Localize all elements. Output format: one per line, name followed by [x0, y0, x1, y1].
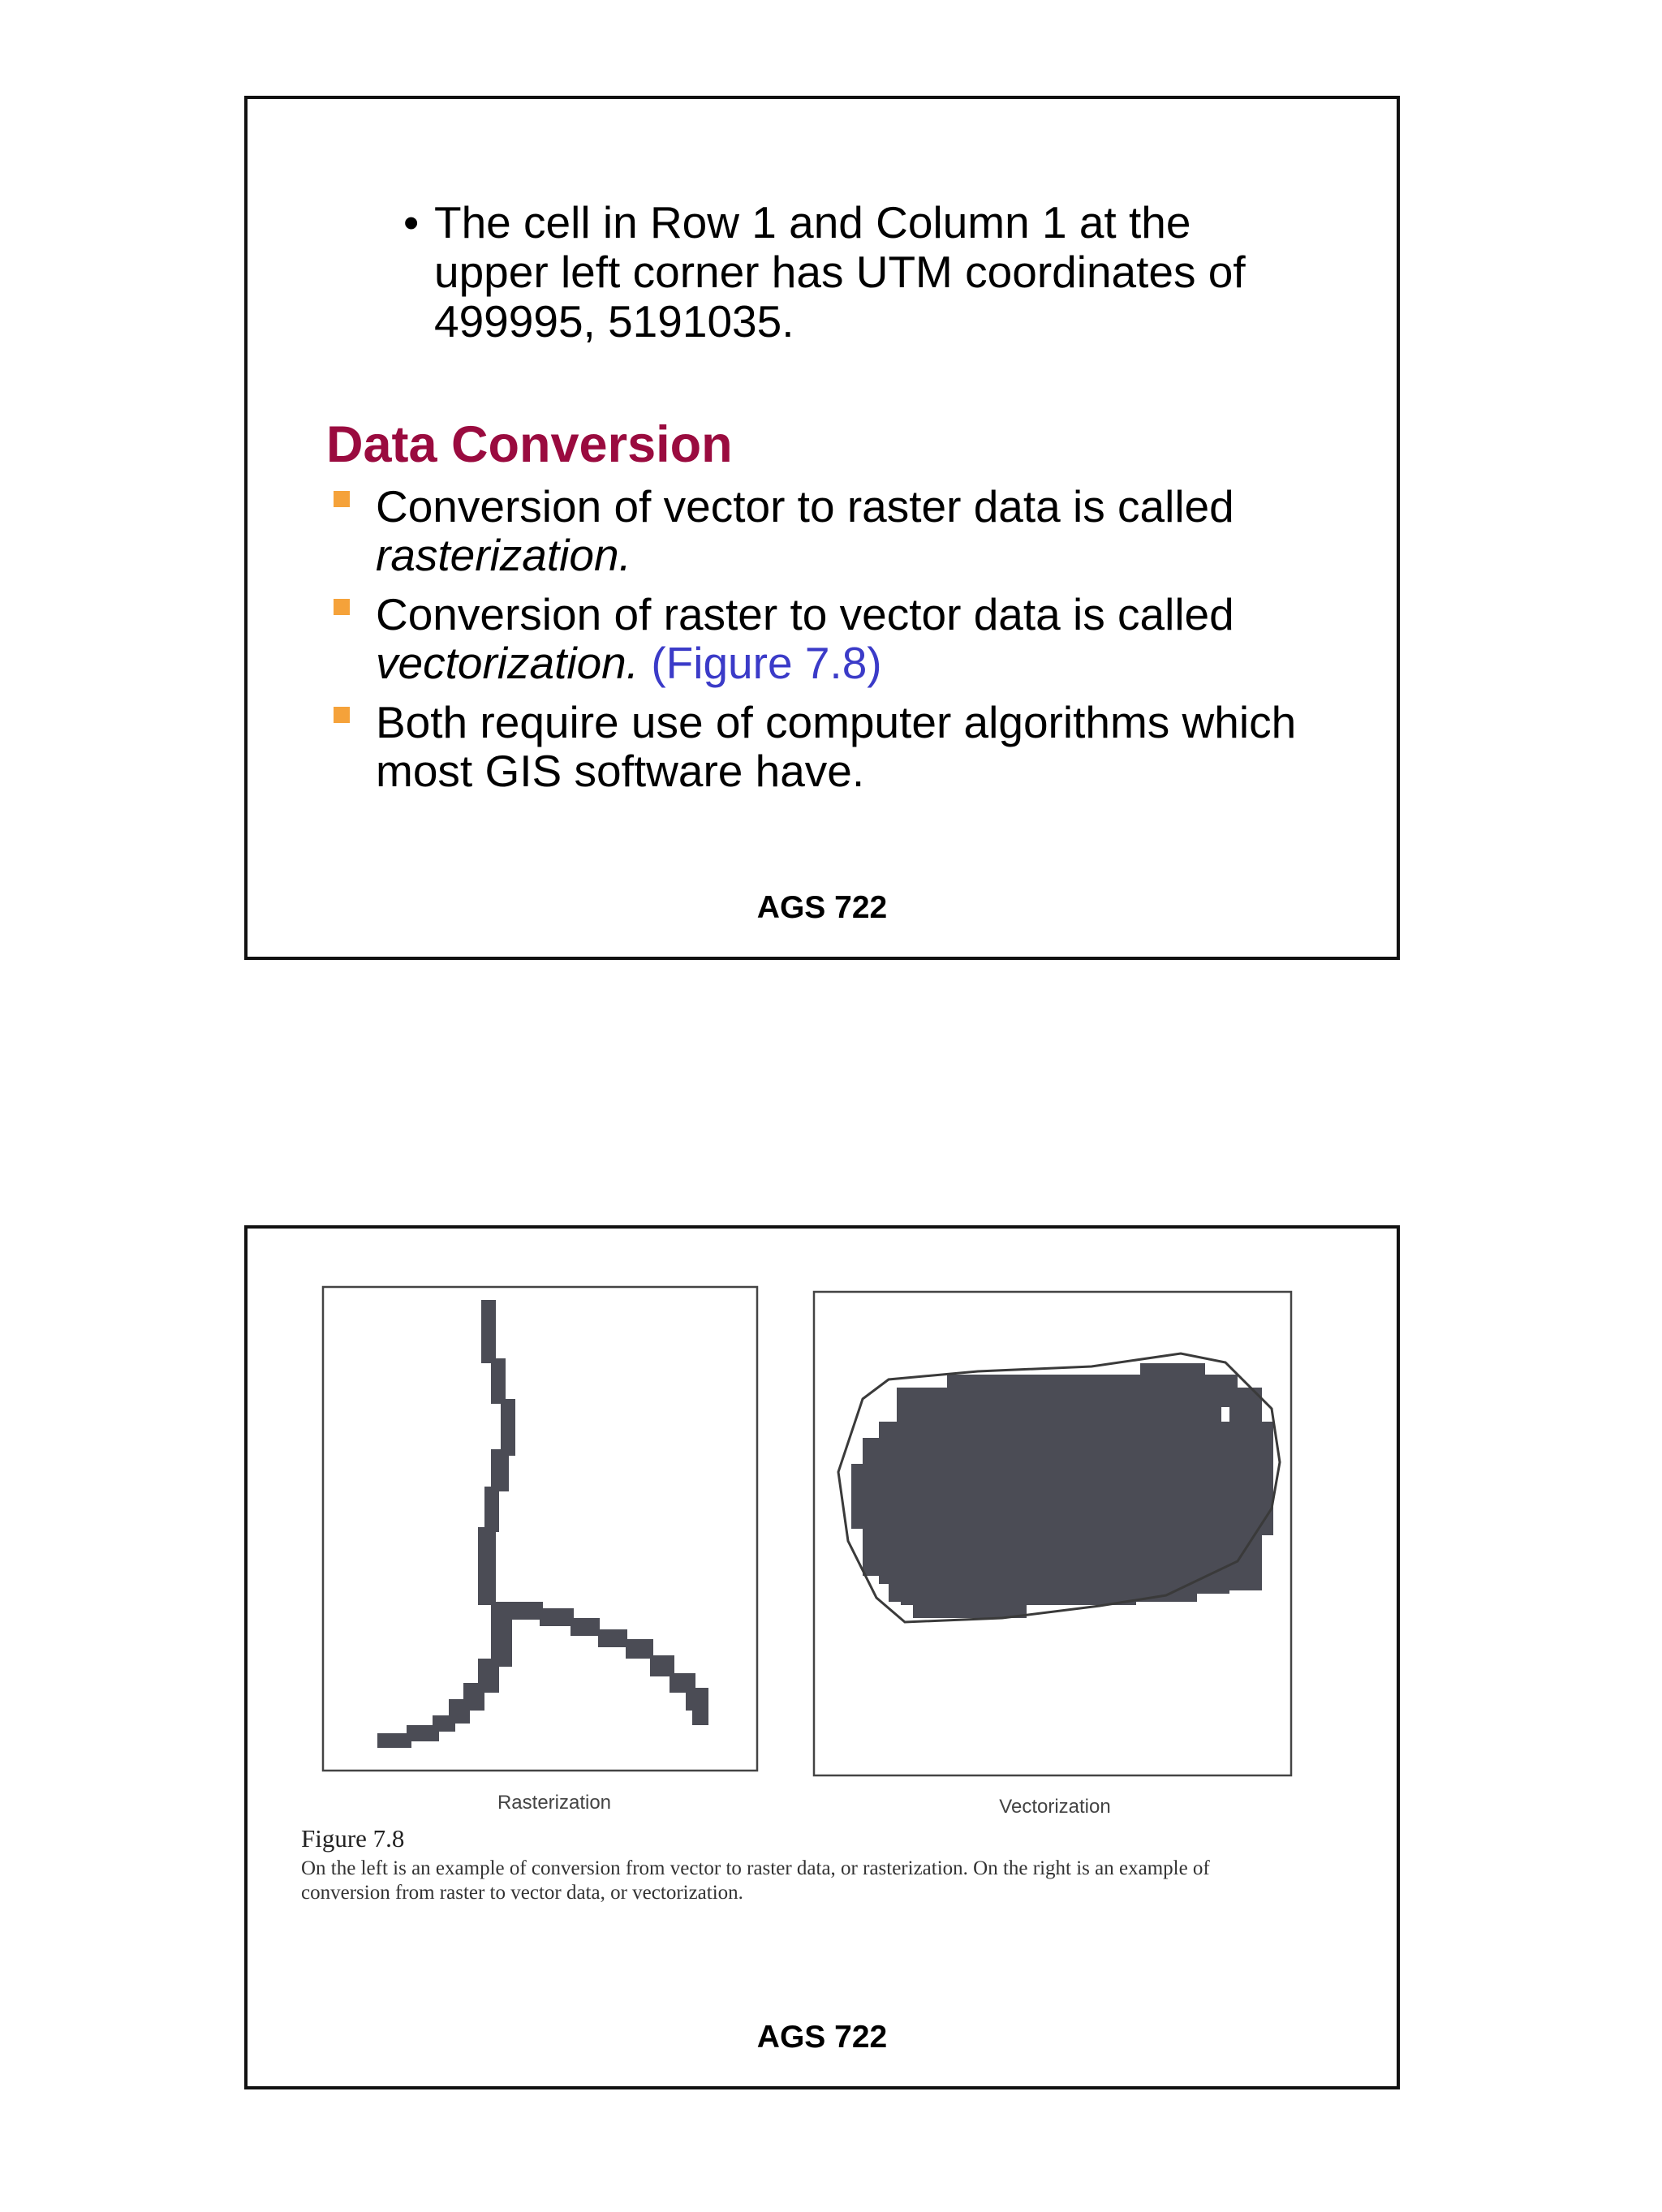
figure-7-8 [248, 1229, 1397, 2086]
raster-cell [598, 1629, 627, 1647]
intro-line-2: upper left corner has UTM coordinates of [434, 247, 1246, 297]
slide-footer: AGS 722 [756, 2020, 888, 2055]
raster-cell [484, 1487, 499, 1532]
bullet-rasterization [334, 482, 1340, 579]
bullet-text-2: most GIS software have. [376, 746, 865, 796]
raster-cell [481, 1300, 496, 1363]
square-bullet-icon [334, 491, 350, 507]
section-heading: Data Conversion [326, 416, 733, 473]
blob-cell [879, 1422, 1252, 1584]
raster-cell [501, 1399, 515, 1456]
bullet-dot: • [403, 197, 420, 247]
blob-cell [1251, 1422, 1273, 1535]
bullet-list [334, 482, 1340, 806]
slide-figure-7-8 [244, 1225, 1400, 2089]
bullet-term: rasterization. [376, 530, 631, 580]
raster-cell [478, 1527, 496, 1605]
slide-data-conversion [244, 96, 1400, 960]
raster-cell [686, 1688, 708, 1711]
raster-cell [491, 1358, 506, 1404]
square-bullet-icon [334, 707, 350, 723]
raster-cell [540, 1608, 574, 1626]
bullet-text: Conversion of vector to raster data is called [376, 481, 1234, 531]
raster-cell [491, 1449, 509, 1491]
bullet-text: Conversion of raster to vector data is called [376, 589, 1234, 639]
vectorization-label: Vectorization [999, 1796, 1111, 1818]
intro-bullet [403, 197, 1351, 346]
blob-cell [913, 1599, 1027, 1618]
rasterized-line-cells [377, 1300, 708, 1748]
raster-cell [377, 1733, 411, 1748]
figure-title: Figure 7.8 [301, 1824, 405, 1853]
figure-caption-line-1: On the left is an example of conversion from vector to raster data, or rasterization. On the right is an example of [301, 1857, 1210, 1879]
intro-line-3: 499995, 5191035. [434, 296, 794, 346]
slide-footer: AGS 722 [756, 890, 888, 925]
raster-cell [571, 1618, 600, 1636]
bullet-term: vectorization. [376, 638, 639, 688]
blob-cell [1140, 1363, 1205, 1396]
figure-reference: (Figure 7.8) [651, 638, 882, 688]
raster-cell [692, 1707, 708, 1725]
intro-line-1: The cell in Row 1 and Column 1 at the [434, 197, 1191, 247]
raster-blob-cells [851, 1363, 1273, 1618]
bullet-algorithms [334, 698, 1340, 795]
bullet-text: Both require use of computer algorithms which [376, 697, 1297, 747]
square-bullet-icon [334, 599, 350, 615]
figure-caption-line-2: conversion from raster to vector data, or vectorization. [301, 1882, 743, 1904]
blob-cell [851, 1464, 876, 1529]
bullet-vectorization [334, 590, 1340, 687]
rasterization-label: Rasterization [497, 1792, 612, 1814]
raster-cell [626, 1639, 653, 1659]
